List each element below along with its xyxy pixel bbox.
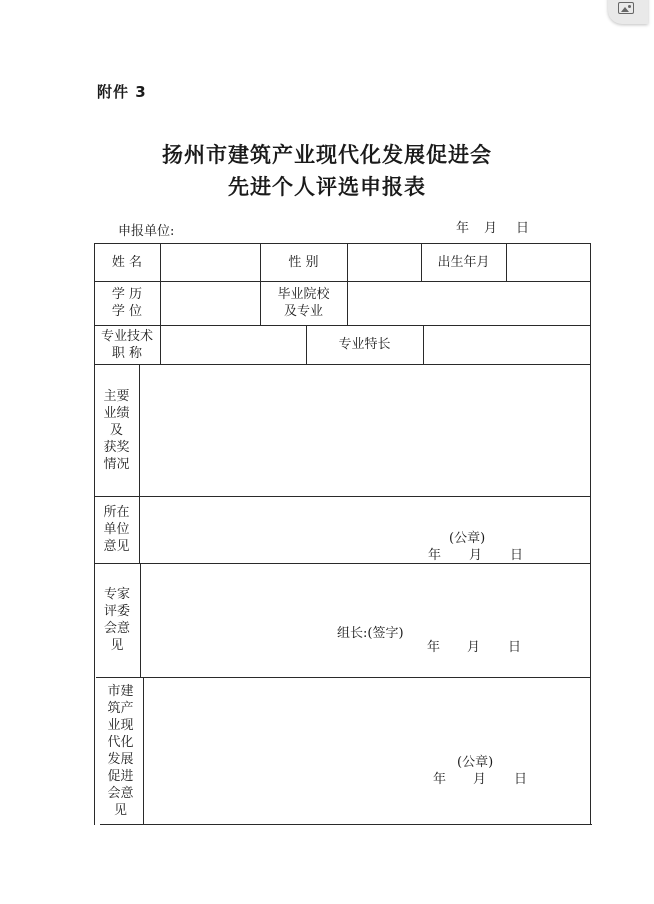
birth-date-field[interactable] [507, 244, 590, 281]
expert-leader-signature: 组长:(签字) [337, 626, 404, 641]
association-opinion-month: 月 [473, 772, 487, 787]
header-date-day: 日 [516, 221, 530, 236]
applicant-unit-label: 申报单位: [118, 224, 175, 239]
achievements-field[interactable] [140, 365, 590, 496]
professional-title-label: 专业技术 职 称 [100, 328, 153, 361]
education-field[interactable] [161, 282, 260, 325]
school-major-label: 毕业院校 及专业 [277, 287, 330, 319]
gender-label: 性 别 [288, 254, 319, 270]
birth-date-label: 出生年月 [437, 254, 490, 270]
specialty-label: 专业特长 [338, 337, 391, 352]
page-title: 扬州市建筑产业现代化发展促进会 [162, 142, 492, 167]
unit-opinion-label: 所在 单位 意见 [103, 505, 130, 554]
unit-opinion-year: 年 [428, 548, 442, 563]
education-label: 学 历 学 位 [111, 287, 143, 319]
header-date-year: 年 [456, 221, 470, 236]
achievements-label: 主要 业绩 及 获奖 情况 [103, 388, 130, 472]
expert-opinion-field[interactable] [141, 564, 590, 677]
association-opinion-day: 日 [514, 772, 528, 787]
association-opinion-field[interactable] [144, 678, 590, 824]
image-badge [608, 0, 648, 24]
expert-opinion-month: 月 [467, 640, 481, 655]
attachment-label: 附件 3 [97, 83, 147, 101]
professional-title-field[interactable] [161, 326, 306, 364]
expert-opinion-year: 年 [427, 640, 441, 655]
association-opinion-year: 年 [433, 772, 447, 787]
name-label: 姓 名 [111, 254, 143, 270]
image-icon [618, 2, 634, 14]
page-subtitle: 先进个人评选申报表 [228, 174, 426, 199]
unit-opinion-seal: (公章) [449, 531, 486, 546]
association-opinion-seal: (公章) [457, 755, 494, 770]
school-major-field[interactable] [348, 282, 590, 325]
expert-opinion-day: 日 [508, 640, 522, 655]
unit-opinion-day: 日 [510, 548, 524, 563]
gender-field[interactable] [348, 244, 421, 281]
unit-opinion-month: 月 [469, 548, 483, 563]
specialty-field[interactable] [424, 326, 590, 364]
header-date-month: 月 [484, 221, 498, 236]
name-field[interactable] [161, 244, 260, 281]
expert-opinion-label: 专家 评委 会意 见 [103, 587, 130, 653]
association-opinion-label: 市建 筑产 业现 代化 发展 促进 会意 见 [107, 683, 134, 818]
